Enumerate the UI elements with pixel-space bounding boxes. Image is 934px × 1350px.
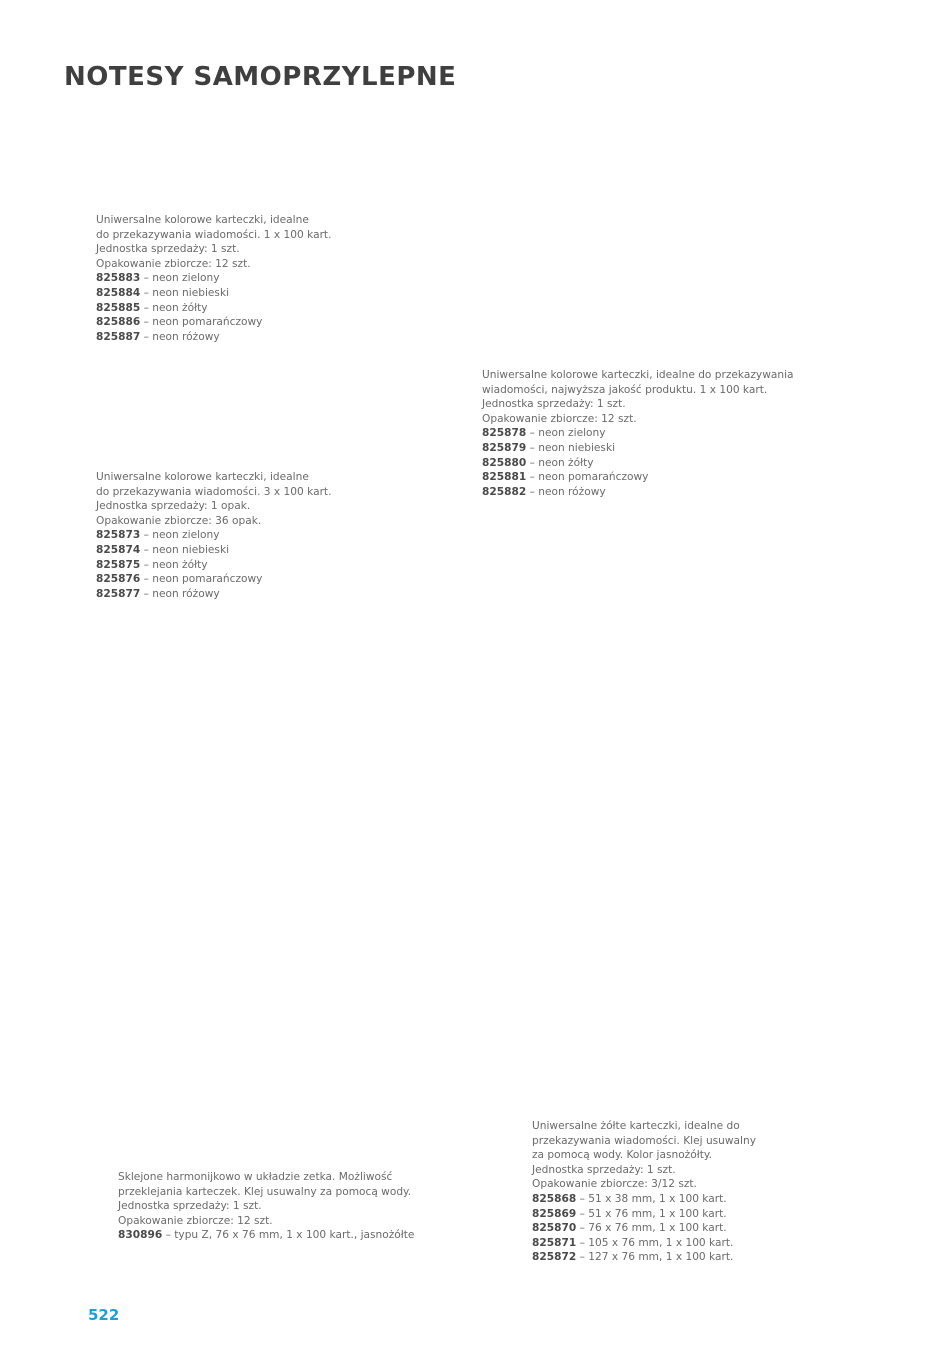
- description-line: Uniwersalne kolorowe karteczki, idealne: [96, 471, 309, 483]
- description-line: przeklejania karteczek. Klej usuwalny za pomocą wody.: [118, 1185, 412, 1198]
- product-code-item: [532, 1192, 756, 1207]
- product-variant: – neon pomarańczowy: [140, 573, 263, 586]
- product-variant: – neon zielony: [140, 529, 220, 542]
- product-code: 825878: [482, 427, 527, 440]
- product-code-item: [118, 1228, 414, 1243]
- product-variant: – neon pomarańczowy: [140, 316, 263, 329]
- description-line: Opakowanie zbiorcze: 12 szt.: [482, 412, 637, 425]
- product-code: 825887: [96, 330, 141, 343]
- product-code: 825885: [96, 301, 141, 314]
- product-description-block: [96, 213, 331, 344]
- product-code: 825886: [96, 316, 141, 329]
- product-code: 825871: [532, 1236, 577, 1249]
- product-code-item: [482, 456, 794, 471]
- description-line: Opakowanie zbiorcze: 36 opak.: [96, 514, 262, 527]
- product-description-block: [118, 1170, 414, 1243]
- product-code-item: [532, 1221, 756, 1236]
- description-line: Opakowanie zbiorcze: 3/12 szt.: [532, 1178, 697, 1191]
- product-variant: – neon pomarańczowy: [526, 471, 649, 484]
- product-variant: – neon niebieski: [526, 441, 616, 454]
- description-line: przekazywania wiadomości. Klej usuwalny: [532, 1134, 756, 1147]
- product-variant: – typu Z, 76 x 76 mm, 1 x 100 kart., jasnożółte: [162, 1229, 415, 1242]
- product-variant: – neon niebieski: [140, 543, 230, 556]
- description-line: Uniwersalne kolorowe karteczki, idealne: [96, 214, 309, 226]
- page-number: 522: [88, 1306, 120, 1324]
- description-line: wiadomości, najwyższa jakość produktu. 1 x 100 kart.: [482, 383, 768, 396]
- product-code: 825873: [96, 529, 141, 542]
- product-variant: – 105 x 76 mm, 1 x 100 kart.: [576, 1236, 734, 1249]
- product-code: 825868: [532, 1192, 577, 1205]
- description-line: do przekazywania wiadomości. 1 x 100 kart.: [96, 228, 332, 241]
- description-line: za pomocą wody. Kolor jasnożółty.: [532, 1149, 713, 1162]
- product-variant: – neon niebieski: [140, 286, 230, 299]
- description-line: Jednostka sprzedaży: 1 szt.: [96, 243, 240, 256]
- description-line: Jednostka sprzedaży: 1 szt.: [482, 398, 626, 411]
- product-code-item: [532, 1236, 756, 1251]
- product-description-block: [482, 368, 794, 499]
- description-line: Opakowanie zbiorcze: 12 szt.: [118, 1214, 273, 1227]
- description-line: Opakowanie zbiorcze: 12 szt.: [96, 257, 251, 270]
- product-variant: – neon różowy: [140, 587, 220, 600]
- product-code-item: [96, 286, 331, 301]
- product-code: 825877: [96, 587, 141, 600]
- product-code: 830896: [118, 1229, 163, 1242]
- product-code: 825884: [96, 286, 141, 299]
- product-variant: – 127 x 76 mm, 1 x 100 kart.: [576, 1251, 734, 1264]
- product-code: 825874: [96, 543, 141, 556]
- product-code: 825879: [482, 441, 527, 454]
- product-code-item: [96, 543, 331, 558]
- product-variant: – 51 x 38 mm, 1 x 100 kart.: [576, 1192, 727, 1205]
- product-variant: – 76 x 76 mm, 1 x 100 kart.: [576, 1222, 727, 1235]
- page-title: NOTESY SAMOPRZYLEPNE: [64, 62, 457, 92]
- product-variant: – neon żółty: [526, 456, 594, 469]
- product-code-item: [532, 1207, 756, 1222]
- product-code-item: [96, 315, 331, 330]
- description-line: do przekazywania wiadomości. 3 x 100 kart.: [96, 485, 332, 498]
- product-code-item: [532, 1250, 756, 1265]
- product-code-item: [482, 485, 794, 500]
- product-code-item: [96, 330, 331, 345]
- product-code: 825875: [96, 558, 141, 571]
- product-code: 825870: [532, 1222, 577, 1235]
- product-code-item: [96, 528, 331, 543]
- product-code-item: [96, 301, 331, 316]
- product-description-block: [532, 1119, 756, 1265]
- product-code-item: [96, 271, 331, 286]
- product-variant: – neon żółty: [140, 558, 208, 571]
- product-code: 825869: [532, 1207, 577, 1220]
- product-code: 825881: [482, 471, 527, 484]
- product-code: 825876: [96, 573, 141, 586]
- product-variant: – neon zielony: [526, 427, 606, 440]
- product-code-item: [482, 426, 794, 441]
- product-code: 825882: [482, 485, 527, 498]
- description-line: Uniwersalne żółte karteczki, idealne do: [532, 1120, 740, 1132]
- product-code: 825872: [532, 1251, 577, 1264]
- description-line: Jednostka sprzedaży: 1 szt.: [118, 1200, 262, 1213]
- product-code: 825880: [482, 456, 527, 469]
- description-line: Uniwersalne kolorowe karteczki, idealne do przekazywania: [482, 369, 794, 381]
- product-variant: – neon różowy: [140, 330, 220, 343]
- product-code: 825883: [96, 272, 141, 285]
- product-code-item: [96, 558, 331, 573]
- product-variant: – 51 x 76 mm, 1 x 100 kart.: [576, 1207, 727, 1220]
- description-line: Jednostka sprzedaży: 1 szt.: [532, 1163, 676, 1176]
- product-description-block: [96, 470, 331, 601]
- product-code-item: [482, 441, 794, 456]
- product-variant: – neon żółty: [140, 301, 208, 314]
- description-line: Sklejone harmonijkowo w układzie zetka. Możliwość: [118, 1171, 393, 1183]
- product-variant: – neon zielony: [140, 272, 220, 285]
- product-variant: – neon różowy: [526, 485, 606, 498]
- product-code-item: [96, 572, 331, 587]
- description-line: Jednostka sprzedaży: 1 opak.: [96, 500, 251, 513]
- product-code-item: [96, 587, 331, 602]
- product-code-item: [482, 470, 794, 485]
